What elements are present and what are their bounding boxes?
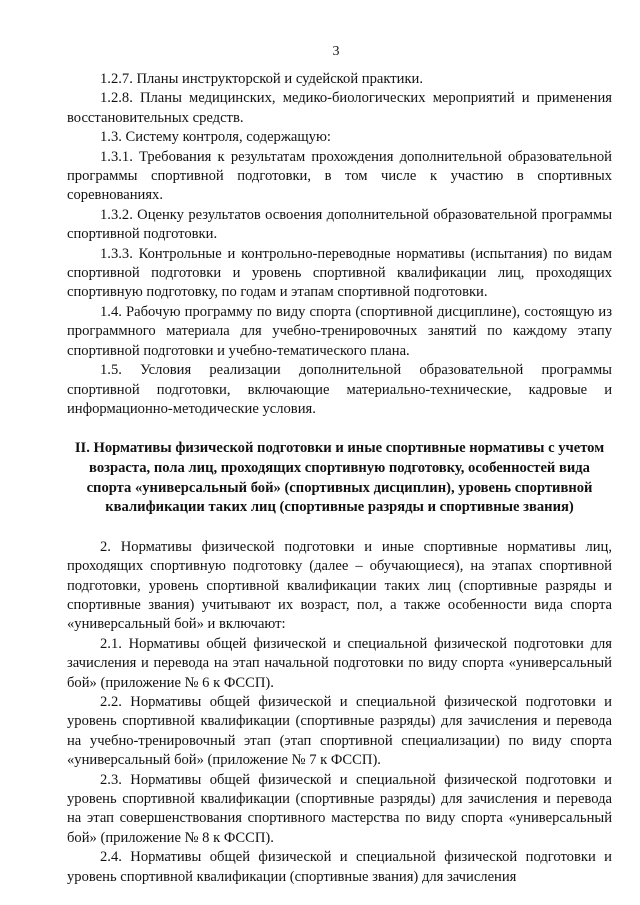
paragraph-2: 2. Нормативы физической подготовки и иные спортивные нормативы лиц, проходящих спортивную подготовку (далее – обучающиеся), на этапах спортивной подготовки, уровень спортивной квалификации таких лиц (спортивные разряды и спортивные звания) учитывают их возраст, пол, а также особенности вида спорта «универсальный бой» и включают: (67, 538, 612, 633)
paragraph-1-2-8: 1.2.8. Планы медицинских, медико-биологических мероприятий и применения восстановительных средств. (67, 90, 612, 126)
section-heading: II. Нормативы физической подготовки и иные спортивные нормативы с учетом возраста, пола лиц, проходящих спортивную подготовку, особенностей вида спорта «универсальный бой» (спортивных дисциплин), уровень спортивной квалификации таких лиц (спортивные разряды и спортивные звания) (74, 440, 605, 516)
paragraph-1-3-3: 1.3.3. Контрольные и контрольно-переводные нормативы (испытания) по видам спортивной подготовки и уровень спортивной квалификации лиц, проходящих спортивную подготовку, по годам и этапам спортивной подготовки. (67, 245, 612, 301)
paragraph-2-4: 2.4. Нормативы общей физической и специальной физической подготовки и уровень спортивной квалификации (спортивные звания) для зачисления (67, 849, 612, 885)
paragraph-2-2: 2.2. Нормативы общей физической и специальной физической подготовки и уровень спортивной квалификации (спортивные разряды) для зачисления и перевода на учебно-тренировочный этап (этап спортивной специализации) по виду спорта «универсальный бой» (приложение № 7 к ФССП). (67, 693, 612, 769)
paragraph-1-3-1: 1.3.1. Требования к результатам прохождения дополнительной образовательной программы спортивной подготовки, в том числе к участию в спортивных соревнованиях. (67, 148, 612, 204)
paragraph-1-4: 1.4. Рабочую программу по виду спорта (спортивной дисциплине), состоящую из программного материала для учебно-тренировочных занятий по каждому этапу спортивной подготовки и учебно-тематического плана. (67, 303, 612, 359)
paragraph-1-3: 1.3. Систему контроля, содержащую: (100, 129, 331, 146)
page-number: 3 (332, 44, 340, 59)
paragraph-2-1: 2.1. Нормативы общей физической и специальной физической подготовки для зачисления и перевода на этап начальной подготовки по виду спорта «универсальный бой» (приложение № 6 к ФССП). (67, 635, 612, 691)
paragraph-1-2-7: 1.2.7. Планы инструкторской и судейской практики. (100, 71, 423, 87)
paragraph-1-3-2: 1.3.2. Оценку результатов освоения дополнительной образовательной программы спортивной подготовки. (67, 206, 612, 243)
paragraph-1-5: 1.5. Условия реализации дополнительной образовательной программы спортивной подготовки, включающие материально-технические, кадровые и информационно-методические условия. (67, 362, 612, 417)
document-body (67, 70, 612, 887)
paragraph-2-3: 2.3. Нормативы общей физической и специальной физической подготовки и уровень спортивной квалификации (спортивные разряды) для зачисления и перевода на этап совершенствования спортивного мастерства по виду спорта «универсальный бой» (приложение № 8 к ФССП). (67, 771, 612, 846)
